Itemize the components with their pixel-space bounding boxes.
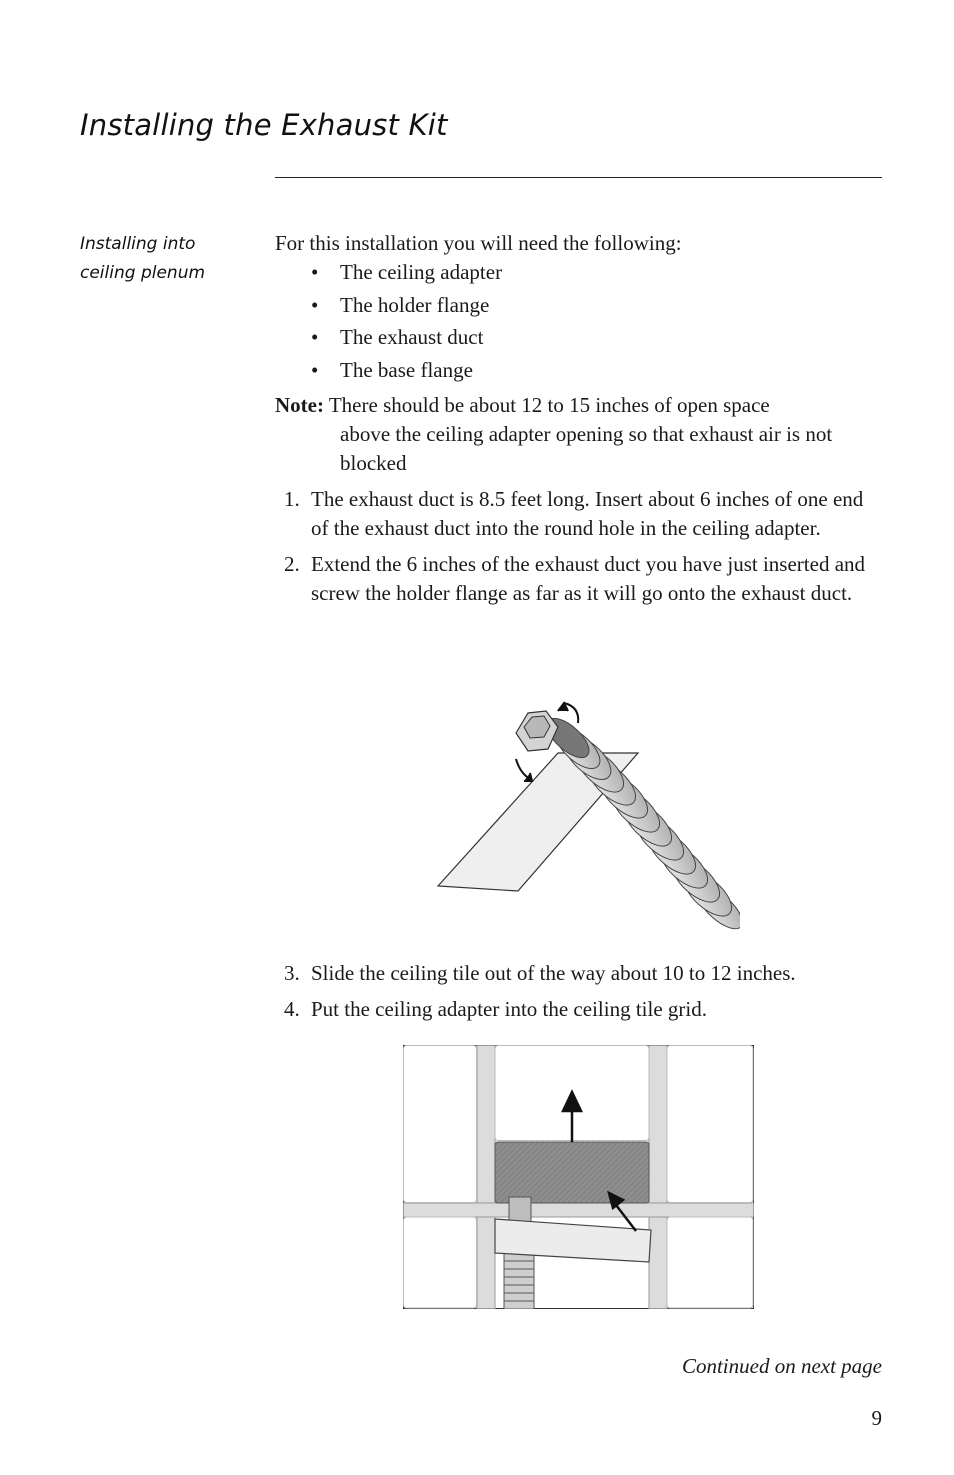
list-item [275, 291, 502, 324]
bullet-marker: • [311, 292, 319, 317]
note-label: Note: [275, 393, 324, 417]
ceiling-grid-illustration [403, 1045, 754, 1309]
page-number: 9 [871, 1406, 882, 1430]
step-item [275, 995, 885, 1024]
section-heading-line-2: ceiling plenum [80, 263, 206, 283]
steps-list-continued [275, 959, 885, 1031]
steps-list [275, 485, 885, 615]
list-item [275, 356, 502, 389]
step-text: Put the ceiling adapter into the ceiling tile grid. [311, 997, 707, 1021]
bullet-marker: • [311, 325, 319, 349]
list-item-text: The base flange [340, 357, 473, 382]
step-number: 4. [284, 997, 300, 1021]
note-first-line: There should be about 12 to 15 inches of open space [328, 393, 770, 417]
step-number: 1. [284, 487, 300, 511]
section-heading-line-1: Installing into [80, 234, 196, 254]
step-item [275, 485, 885, 543]
bullet-marker: • [311, 357, 319, 382]
step-text: Extend the 6 inches of the exhaust duct you have just inserted and screw the holder flange as far as it will go onto the exhaust duct. [311, 552, 866, 605]
step-number: 2. [284, 552, 300, 576]
bullet-marker: • [311, 260, 319, 284]
note-block [275, 391, 875, 478]
step-number: 3. [284, 961, 300, 985]
list-item [275, 258, 502, 291]
note-rest: above the ceiling adapter opening so that exhaust air is not blocked [340, 422, 833, 475]
list-item-text: The exhaust duct [340, 325, 484, 349]
step-item [275, 550, 885, 608]
intro-text: For this installation you will need the following: [275, 231, 682, 255]
continued-note: Continued on next page [681, 1354, 882, 1378]
holder-flange-illustration [420, 693, 740, 938]
list-item-text: The holder flange [340, 292, 490, 317]
section-heading [80, 230, 260, 288]
page-title: Installing the Exhaust Kit [80, 108, 448, 142]
step-item [275, 959, 885, 988]
list-item [275, 323, 502, 356]
list-item-text: The ceiling adapter [340, 260, 503, 284]
required-parts-list [275, 258, 502, 388]
ceiling-adapter [495, 1142, 649, 1203]
title-divider [275, 177, 882, 178]
step-text: The exhaust duct is 8.5 feet long. Insert about 6 inches of one end of the exhaust duct into the round hole in the ceiling adapter. [311, 487, 864, 540]
step-text: Slide the ceiling tile out of the way about 10 to 12 inches. [311, 961, 796, 985]
